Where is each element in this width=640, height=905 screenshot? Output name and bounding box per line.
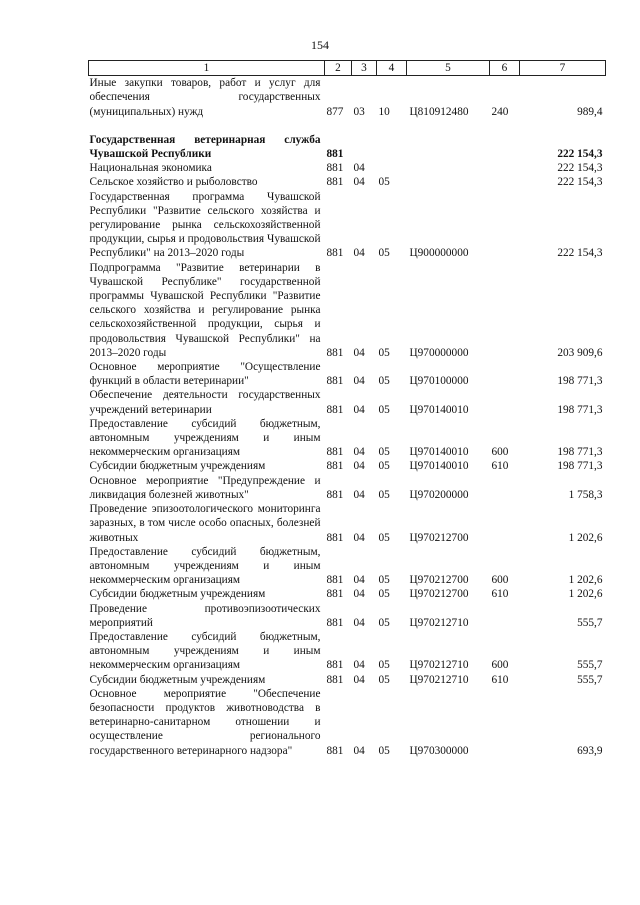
subsection-code-cell: 05 [378,346,390,359]
section-code-cell: 04 [353,616,365,629]
section-code-cell [352,133,377,161]
table-row [89,388,606,416]
amount-cell: 1 758,3 [568,488,603,501]
expense-type-cell: 610 [491,460,509,473]
spacer-row [89,119,606,133]
amount-cell: 555,7 [577,659,603,672]
expense-type-cell: 600 [491,659,509,672]
ministry-code-cell: 881 [326,616,344,629]
budget-table [88,60,606,758]
subsection-code-cell: 05 [378,403,390,416]
ministry-code-cell: 881 [326,488,344,501]
expense-type-cell [490,190,520,261]
expense-type-cell [490,133,520,161]
ministry-code-cell: 881 [326,148,344,161]
amount-cell: 222 154,3 [557,247,603,260]
ministry-code-cell: 881 [326,460,344,473]
expense-type-cell [490,161,520,175]
subsection-code-cell: 05 [378,744,390,757]
table-row [89,459,606,473]
section-code-cell: 04 [353,588,365,601]
description-cell: Государственная ветеринарная служба Чувашской Республики [89,133,321,161]
table-row [89,630,606,673]
description-cell: Сельское хозяйство и рыболовство [89,176,258,189]
expense-type-cell: 240 [491,105,509,118]
amount-cell: 203 909,6 [557,346,603,359]
subsection-code-cell: 05 [378,446,390,459]
target-article-cell: Ц970212700 [409,531,469,544]
amount-cell: 198 771,3 [557,446,603,459]
amount-cell: 198 771,3 [557,403,603,416]
description-cell: Субсидии бюджетным учреждениям [89,588,266,601]
subsection-code-cell: 05 [378,460,390,473]
ministry-code-cell: 881 [326,659,344,672]
target-article-cell: Ц970212700 [409,574,469,587]
ministry-code-cell: 881 [326,162,344,175]
expense-type-cell [490,360,520,388]
table-row [89,190,606,261]
subsection-code-cell: 05 [378,588,390,601]
expense-type-cell [490,687,520,758]
target-article-cell: Ц970212700 [409,588,469,601]
ministry-code-cell: 881 [326,446,344,459]
subsection-code-cell: 05 [378,574,390,587]
subsection-code-cell: 05 [378,659,390,672]
description-cell: Государственная программа Чувашской Республики "Развитие сельского хозяйства и регулирование рынка сельскохозяйственной продукции, сырья и продовольствия Чувашской Республики" на 2013–2020 годы [89,190,321,260]
amount-cell: 222 154,3 [557,176,603,189]
target-article-cell: Ц970000000 [409,346,469,359]
section-code-cell: 04 [353,673,365,686]
target-article-cell: Ц970212710 [409,616,469,629]
section-code-cell: 04 [353,574,365,587]
table-row [89,175,606,189]
amount-cell: 222 154,3 [557,162,603,175]
target-article-cell: Ц970200000 [409,488,469,501]
ministry-code-cell: 881 [326,673,344,686]
expense-type-cell: 610 [491,588,509,601]
page-number: 154 [311,38,329,52]
ministry-code-cell: 881 [326,346,344,359]
section-code-cell: 04 [353,162,365,175]
target-article-cell: Ц900000000 [409,247,469,260]
expense-type-cell [490,261,520,360]
section-code-cell: 04 [353,744,365,757]
ministry-code-cell: 881 [326,375,344,388]
column-header: 5 [407,61,490,76]
amount-cell: 198 771,3 [557,460,603,473]
table-header [89,61,606,76]
table-row [89,587,606,601]
subsection-code-cell [377,161,407,175]
section-code-cell: 04 [353,247,365,260]
amount-cell: 1 202,6 [568,531,603,544]
column-header: 1 [89,61,325,76]
description-cell: Подпрограмма "Развитие ветеринарии в Чувашской Республике" государственной программы Чувашской Республики "Развитие сельского хозяйства и регулирование рынка сельскохозяйственной продукции, сырья и продовольствия Чувашской Республики" на 2013–2020 годы [89,261,321,359]
expense-type-cell: 600 [491,446,509,459]
ministry-code-cell: 881 [326,588,344,601]
ministry-code-cell: 881 [326,574,344,587]
description-cell: Предоставление субсидий бюджетным, автономным учреждениям и иным некоммерческим организациям [89,417,321,459]
target-article-cell: Ц970300000 [409,744,469,757]
amount-cell: 1 202,6 [568,574,603,587]
description-cell: Основное мероприятие "Обеспечение безопасности продуктов животноводства в ветеринарно-санитарном отношении и осуществление регионального государственного ветеринарного надзора" [89,687,321,757]
subsection-code-cell: 05 [378,488,390,501]
subsection-code-cell: 05 [378,616,390,629]
amount-cell: 693,9 [577,744,603,757]
column-header: 6 [490,61,520,76]
target-article-cell [407,161,490,175]
description-cell: Национальная экономика [89,162,212,175]
table-row [89,545,606,588]
section-code-cell: 04 [353,446,365,459]
table-row [89,133,606,161]
subsection-code-cell: 05 [378,247,390,260]
expense-type-cell [490,602,520,630]
table-row [89,417,606,460]
spacer-cell [89,119,606,133]
expense-type-cell: 610 [491,673,509,686]
section-code-cell: 04 [353,460,365,473]
table-row [89,360,606,388]
section-code-cell: 04 [353,346,365,359]
amount-cell: 555,7 [577,616,603,629]
subsection-code-cell: 05 [378,176,390,189]
amount-cell: 222 154,3 [557,148,603,161]
ministry-code-cell: 881 [326,247,344,260]
subsection-code-cell: 10 [378,105,390,118]
ministry-code-cell: 881 [326,531,344,544]
table-row [89,502,606,545]
table-row [89,673,606,687]
description-cell: Предоставление субсидий бюджетным, автономным учреждениям и иным некоммерческим организациям [89,630,321,672]
description-cell: Основное мероприятие "Осуществление функций в области ветеринарии" [89,361,321,388]
description-cell: Иные закупки товаров, работ и услуг для обеспечения государственных (муниципальных) нужд [89,77,321,118]
section-code-cell: 04 [353,531,365,544]
target-article-cell: Ц970100000 [409,375,469,388]
expense-type-cell [490,388,520,416]
section-code-cell: 04 [353,176,365,189]
subsection-code-cell: 05 [378,531,390,544]
amount-cell: 1 202,6 [568,588,603,601]
description-cell: Предоставление субсидий бюджетным, автономным учреждениям и иным некоммерческим организациям [89,545,321,587]
expense-type-cell [490,502,520,545]
amount-cell: 555,7 [577,673,603,686]
column-header: 4 [377,61,407,76]
column-header: 3 [352,61,377,76]
table-row [89,261,606,360]
ministry-code-cell: 881 [326,176,344,189]
subsection-code-cell: 05 [378,673,390,686]
target-article-cell [407,133,490,161]
column-header: 7 [520,61,606,76]
target-article-cell: Ц970212710 [409,659,469,672]
description-cell: Обеспечение деятельности государственных учреждений ветеринарии [89,389,321,416]
expense-type-cell: 600 [491,574,509,587]
target-article-cell: Ц970140010 [409,403,469,416]
description-cell: Основное мероприятие "Предупреждение и ликвидация болезней животных" [89,474,321,501]
ministry-code-cell: 881 [326,403,344,416]
description-cell: Проведение противоэпизоотических мероприятий [89,602,321,629]
description-cell: Проведение эпизоотологического мониторинга заразных, в том числе особо опасных, болезней животных [89,503,321,544]
ministry-code-cell: 881 [326,744,344,757]
target-article-cell: Ц970140010 [409,460,469,473]
description-cell: Субсидии бюджетным учреждениям [89,673,266,686]
subsection-code-cell: 05 [378,375,390,388]
target-article-cell: Ц970212710 [409,673,469,686]
target-article-cell [407,175,490,189]
table-row [89,687,606,758]
ministry-code-cell: 877 [326,105,344,118]
section-code-cell: 04 [353,375,365,388]
section-code-cell: 04 [353,488,365,501]
amount-cell: 989,4 [577,105,603,118]
section-code-cell: 04 [353,403,365,416]
section-code-cell: 04 [353,659,365,672]
column-header: 2 [325,61,352,76]
description-cell: Субсидии бюджетным учреждениям [89,460,266,473]
table-row [89,76,606,119]
table-row [89,161,606,175]
table-body [89,76,606,758]
target-article-cell: Ц810912480 [409,105,469,118]
expense-type-cell [490,474,520,502]
subsection-code-cell [377,133,407,161]
table-row [89,474,606,502]
amount-cell: 198 771,3 [557,375,603,388]
expense-type-cell [490,175,520,189]
target-article-cell: Ц970140010 [409,446,469,459]
table-row [89,602,606,630]
section-code-cell: 03 [353,105,365,118]
